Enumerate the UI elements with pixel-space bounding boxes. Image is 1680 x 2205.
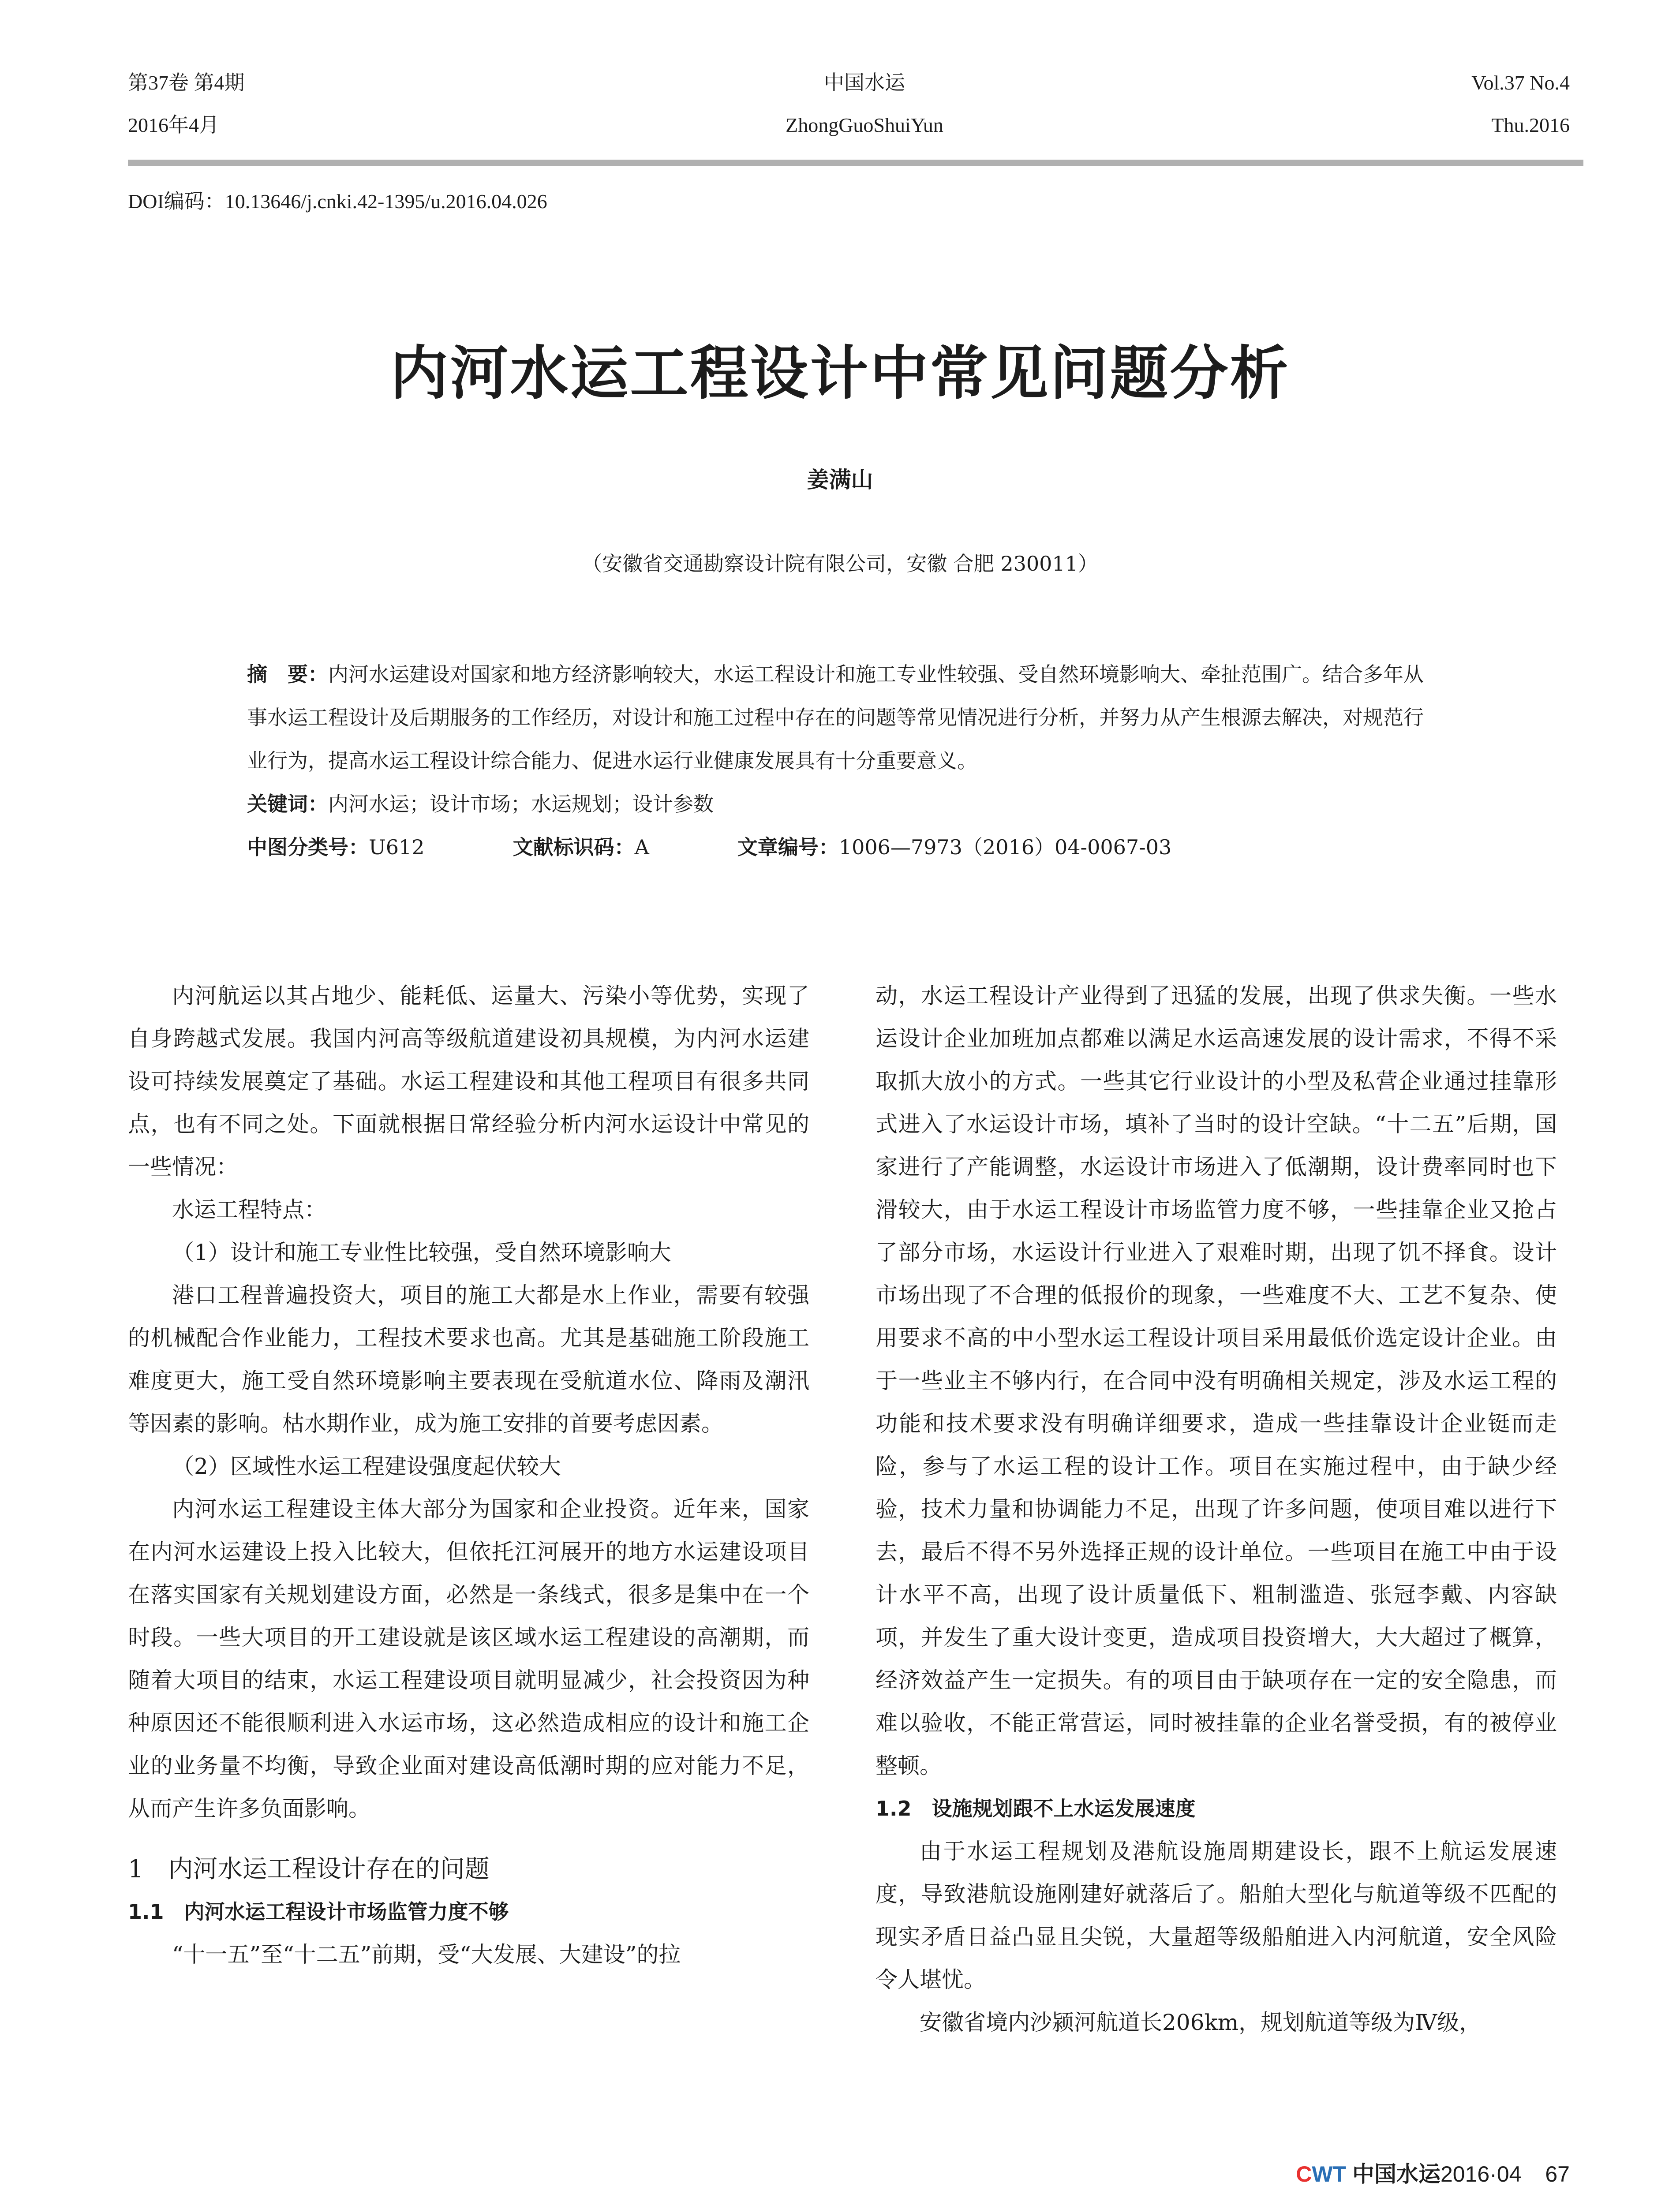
header-right	[1471, 62, 1570, 146]
keywords-text: 内河水运；设计市场；水运规划；设计参数	[328, 792, 714, 816]
clc-value: U612	[369, 835, 425, 859]
footer-issue: 2016·04	[1440, 2162, 1522, 2186]
page-number: 67	[1545, 2162, 1570, 2186]
author-affiliation: （安徽省交通勘察设计院有限公司，安徽 合肥 230011）	[582, 552, 1098, 576]
paragraph: 港口工程普遍投资大，项目的施工大都是水上作业，需要有较强的机械配合作业能力，工程技术要求也高。尤其是基础施工阶段施工难度更大，施工受自然环境影响主要表现在受航道水位、降雨及潮汛等因素的影响。枯水期作业，成为施工安排的首要考虑因素。	[128, 1282, 809, 1436]
keywords-line	[247, 782, 1442, 826]
footer-journal-name: 中国水运	[1352, 2161, 1441, 2187]
volume-issue-en: Vol.37 No.4	[1471, 71, 1570, 94]
journal-name: 中国水运	[824, 71, 905, 94]
volume-issue: 第37卷 第4期	[128, 71, 245, 94]
keywords-label: 关键词：	[247, 792, 328, 816]
art-label: 文章编号：	[737, 835, 839, 859]
paragraph: （2）区域性水运工程建设强度起伏较大	[172, 1454, 561, 1479]
paragraph: 由于水运工程规划及港航设施周期建设长，跟不上航运发展速度，导致港航设施刚建好就落后了。船舶大型化与航道等级不匹配的现实矛盾日益凸显且尖锐，大量超等级船舶进入内河航道，安全风险令人堪忧。	[876, 1839, 1557, 1992]
article-author: 姜满山	[807, 467, 873, 493]
cwt-logo: CWT	[1296, 2162, 1347, 2186]
art-value: 1006—7973（2016）04-0067-03	[838, 835, 1172, 859]
paragraph: 安徽省境内沙颍河航道长206km，规划航道等级为Ⅳ级，	[920, 2010, 1482, 2035]
paragraph: （1）设计和施工专业性比较强，受自然环境影响大	[172, 1240, 671, 1265]
clc-number	[247, 826, 425, 869]
article-title: 内河水运工程设计中常见问题分析	[390, 339, 1290, 407]
article-number	[737, 835, 1171, 859]
paragraph: 内河水运工程建设主体大部分为国家和企业投资。近年来，国家在内河水运建设上投入比较大，但依托江河展开的地方水运建设项目在落实国家有关规划建设方面，必然是一条线式，很多是集中在一个时段。一些大项目的开工建设就是该区域水运工程建设的高潮期，而随着大项目的结束，水运工程建设项目就明显减少，社会投资因为种种原因还不能很顺利进入水运市场，这必然造成相应的设计和施工企业的业务量不均衡，导致企业面对建设高低潮时期的应对能力不足，从而产生许多负面影响。	[128, 1496, 809, 1821]
header-center	[688, 62, 1041, 146]
doi-line: DOI编码：10.13646/j.cnki.42-1395/u.2016.04.026	[128, 190, 547, 213]
doc-value: A	[634, 835, 649, 859]
page-footer	[1296, 2156, 1570, 2188]
header-left	[128, 62, 245, 146]
body-column-right	[876, 975, 1557, 2044]
paragraph: 动，水运工程设计产业得到了迅猛的发展，出现了供求失衡。一些水运设计企业加班加点都难以满足水运高速发展的设计需求，不得不采取抓大放小的方式。一些其它行业设计的小型及私营企业通过挂靠形式进入了水运设计市场，填补了当时的设计空缺。“十二五”后期，国家进行了产能调整，水运设计市场进入了低潮期，设计费率同时也下滑较大，由于水运工程设计市场监管力度不够，一些挂靠企业又抢占了部分市场，水运设计行业进入了艰难时期，出现了饥不择食。设计市场出现了不合理的低报价的现象，一些难度不大、工艺不复杂、使用要求不高的中小型水运工程设计项目采用最低价选定设计企业。由于一些业主不够内行，在合同中没有明确相关规定，涉及水运工程的功能和技术要求没有明确详细要求，造成一些挂靠设计企业铤而走险，参与了水运工程的设计工作。项目在实施过程中，由于缺少经验，技术力量和协调能力不足，出现了许多问题，使项目难以进行下去，最后不得不另外选择正规的设计单位。一些项目在施工中由于设计水平不高，出现了设计质量低下、粗制滥造、张冠李戴、内容缺项，并发生了重大设计变更，造成项目投资增大，大大超过了概算，经济效益产生一定损失。有的项目由于缺项存在一定的安全隐患，而难以验收，不能正常营运，同时被挂靠的企业名誉受损，有的被停业整顿。	[876, 983, 1557, 1779]
body-column-left	[128, 975, 809, 1976]
abstract-block	[247, 653, 1442, 869]
document-code	[513, 826, 649, 869]
paragraph: 内河航运以其占地少、能耗低、运量大、污染小等优势，实现了自身跨越式发展。我国内河高等级航道建设初具规模，为内河水运建设可持续发展奠定了基础。水运工程建设和其他工程项目有很多共同点，也有不同之处。下面就根据日常经验分析内河水运设计中常见的一些情况：	[128, 983, 809, 1180]
header-rule	[128, 160, 1583, 166]
section-heading-1-2: 1.2 设施规划跟不上水运发展速度	[876, 1797, 1196, 1820]
section-heading-1-1: 1.1 内河水运工程设计市场监管力度不够	[128, 1900, 509, 1924]
paragraph: “十一五”至“十二五”前期，受“大发展、大建设”的拉	[172, 1942, 681, 1967]
doc-label: 文献标识码：	[513, 835, 635, 859]
publication-date-en: Thu.2016	[1491, 114, 1570, 136]
journal-name-pinyin: ZhongGuoShuiYun	[786, 114, 943, 136]
publication-date: 2016年4月	[128, 114, 219, 136]
section-heading-1: 1 内河水运工程设计存在的问题	[128, 1855, 490, 1884]
classification-line	[247, 826, 1442, 869]
abstract-paragraph	[247, 653, 1442, 782]
abstract-text: 内河水运建设对国家和地方经济影响较大，水运工程设计和施工专业性较强、受自然环境影响大、牵扯范围广。结合多年从事水运工程设计及后期服务的工作经历，对设计和施工过程中存在的问题等常见情况进行分析，并努力从产生根源去解决，对规范行业行为，提高水运工程设计综合能力、促进水运行业健康发展具有十分重要意义。	[247, 662, 1424, 773]
abstract-label: 摘 要：	[247, 662, 328, 686]
clc-label: 中图分类号：	[247, 835, 369, 859]
paragraph: 水运工程特点：	[172, 1197, 326, 1222]
